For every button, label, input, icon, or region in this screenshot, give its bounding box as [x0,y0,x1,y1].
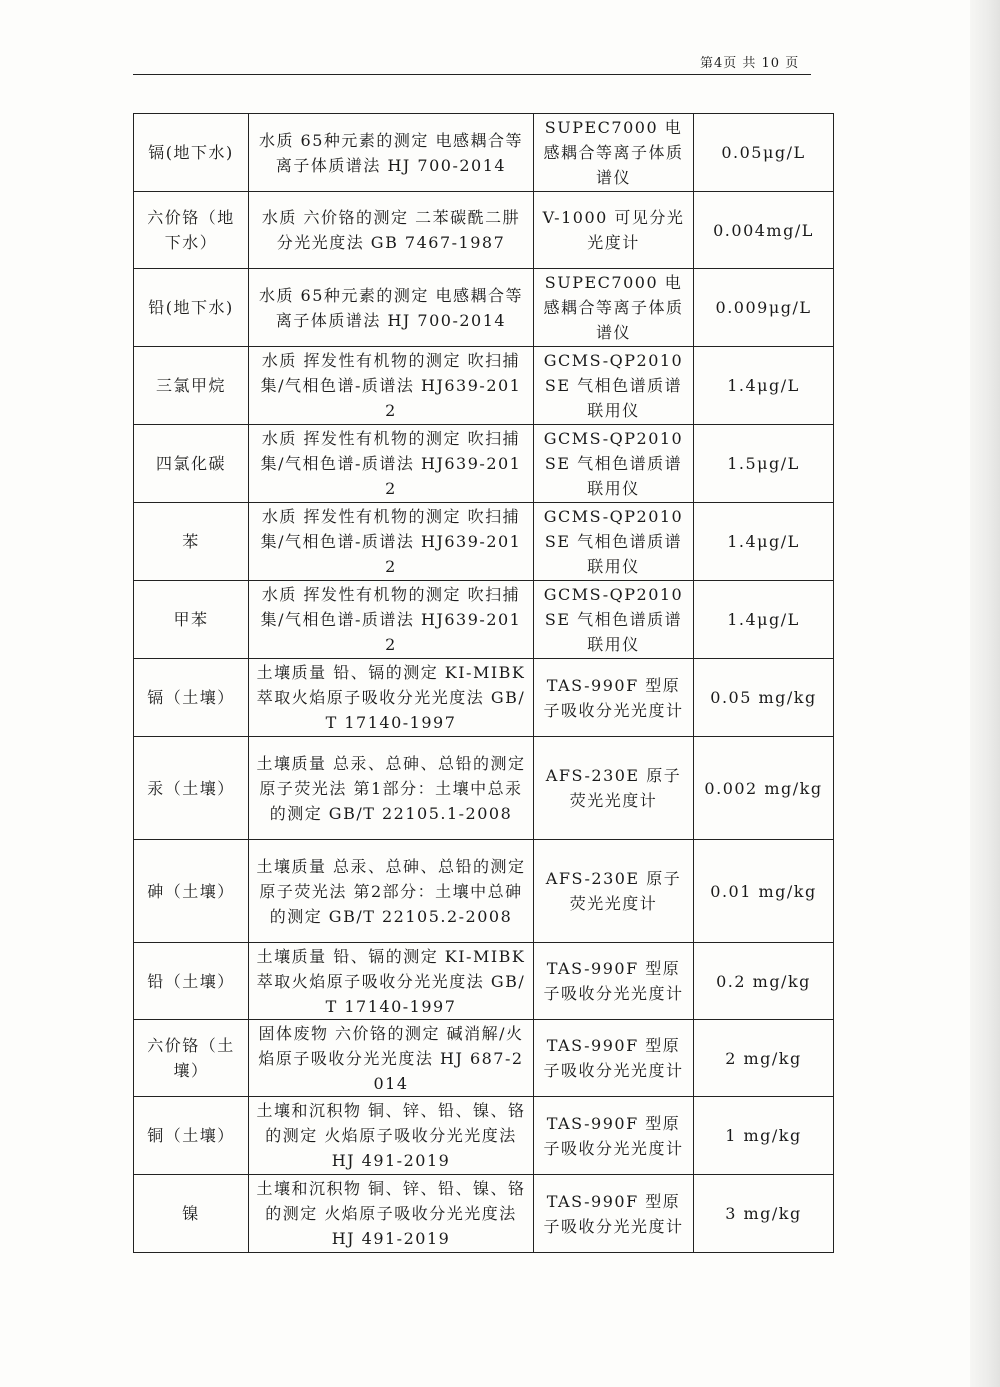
limit-cell: 0.01 mg/kg [694,840,834,943]
limit-cell: 1.5μg/L [694,425,834,503]
instrument-cell: TAS-990F 型原子吸收分光光度计 [534,1020,694,1097]
item-cell: 六价铬（土壤） [134,1020,249,1097]
table-row [134,659,834,737]
table-row [134,1175,834,1253]
method-cell: 土壤质量 总汞、总砷、总铅的测定 原子荧光法 第2部分：土壤中总砷的测定 GB/T 22105.2-2008 [249,840,534,943]
limit-cell: 0.009μg/L [694,269,834,347]
method-cell: 固体废物 六价铬的测定 碱消解/火焰原子吸收分光光度法 HJ 687-2014 [249,1020,534,1097]
instrument-cell: AFS-230E 原子荧光光度计 [534,737,694,840]
limit-cell: 1.4μg/L [694,503,834,581]
table-row [134,840,834,943]
instrument-cell: GCMS-QP2010SE 气相色谱质谱联用仪 [534,581,694,659]
item-cell: 镉(地下水) [134,114,249,192]
limit-cell: 1 mg/kg [694,1097,834,1175]
instrument-cell: TAS-990F 型原子吸收分光光度计 [534,1097,694,1175]
page-number: 第4页 共 10 页 [700,56,800,71]
limit-cell: 3 mg/kg [694,1175,834,1253]
limit-cell: 0.2 mg/kg [694,943,834,1020]
table-row [134,943,834,1020]
item-cell: 铅（土壤） [134,943,249,1020]
instrument-cell: SUPEC7000 电感耦合等离子体质谱仪 [534,269,694,347]
table-row [134,1020,834,1097]
method-cell: 水质 挥发性有机物的测定 吹扫捕集/气相色谱-质谱法 HJ639-2012 [249,503,534,581]
method-table [133,113,834,1253]
table-row [134,114,834,192]
item-cell: 苯 [134,503,249,581]
table-row [134,269,834,347]
table-row [134,347,834,425]
method-cell: 水质 挥发性有机物的测定 吹扫捕集/气相色谱-质谱法 HJ639-2012 [249,581,534,659]
item-cell: 甲苯 [134,581,249,659]
method-cell: 水质 65种元素的测定 电感耦合等离子体质谱法 HJ 700-2014 [249,269,534,347]
scan-edge [970,0,1000,1387]
item-cell: 镉（土壤） [134,659,249,737]
table-row [134,1097,834,1175]
item-cell: 汞（土壤） [134,737,249,840]
item-cell: 镍 [134,1175,249,1253]
item-cell: 四氯化碳 [134,425,249,503]
method-cell: 土壤质量 铅、镉的测定 KI-MIBK 萃取火焰原子吸收分光光度法 GB/T 17140-1997 [249,943,534,1020]
item-cell: 六价铬（地下水） [134,192,249,269]
instrument-cell: GCMS-QP2010SE 气相色谱质谱联用仪 [534,347,694,425]
table-row [134,503,834,581]
limit-cell: 2 mg/kg [694,1020,834,1097]
method-cell: 土壤和沉积物 铜、锌、铅、镍、铬的测定 火焰原子吸收分光光度法 HJ 491-2019 [249,1097,534,1175]
header-divider [133,74,811,75]
method-cell: 土壤和沉积物 铜、锌、铅、镍、铬的测定 火焰原子吸收分光光度法 HJ 491-2019 [249,1175,534,1253]
instrument-cell: TAS-990F 型原子吸收分光光度计 [534,943,694,1020]
instrument-cell: TAS-990F 型原子吸收分光光度计 [534,1175,694,1253]
instrument-cell: GCMS-QP2010SE 气相色谱质谱联用仪 [534,425,694,503]
item-cell: 铜（土壤） [134,1097,249,1175]
method-cell: 水质 65种元素的测定 电感耦合等离子体质谱法 HJ 700-2014 [249,114,534,192]
instrument-cell: SUPEC7000 电感耦合等离子体质谱仪 [534,114,694,192]
method-cell: 水质 挥发性有机物的测定 吹扫捕集/气相色谱-质谱法 HJ639-2012 [249,425,534,503]
item-cell: 三氯甲烷 [134,347,249,425]
limit-cell: 1.4μg/L [694,347,834,425]
limit-cell: 1.4μg/L [694,581,834,659]
item-cell: 砷（土壤） [134,840,249,943]
method-cell: 土壤质量 铅、镉的测定 KI-MIBK 萃取火焰原子吸收分光光度法 GB/T 17140-1997 [249,659,534,737]
table-row [134,192,834,269]
table-row [134,425,834,503]
limit-cell: 0.05μg/L [694,114,834,192]
instrument-cell: AFS-230E 原子荧光光度计 [534,840,694,943]
instrument-cell: TAS-990F 型原子吸收分光光度计 [534,659,694,737]
table-row [134,581,834,659]
table-row [134,737,834,840]
limit-cell: 0.002 mg/kg [694,737,834,840]
method-cell: 土壤质量 总汞、总砷、总铅的测定 原子荧光法 第1部分：土壤中总汞的测定 GB/T 22105.1-2008 [249,737,534,840]
method-cell: 水质 六价铬的测定 二苯碳酰二肼分光光度法 GB 7467-1987 [249,192,534,269]
method-cell: 水质 挥发性有机物的测定 吹扫捕集/气相色谱-质谱法 HJ639-2012 [249,347,534,425]
instrument-cell: V-1000 可见分光光度计 [534,192,694,269]
item-cell: 铅(地下水) [134,269,249,347]
limit-cell: 0.05 mg/kg [694,659,834,737]
instrument-cell: GCMS-QP2010SE 气相色谱质谱联用仪 [534,503,694,581]
limit-cell: 0.004mg/L [694,192,834,269]
